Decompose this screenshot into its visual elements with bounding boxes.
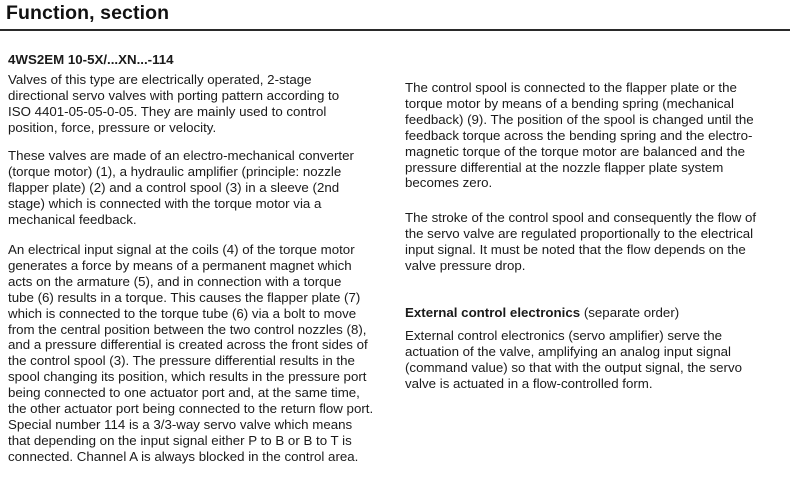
text-line: input signal. It must be noted that the flow depends on the <box>405 241 746 257</box>
intro-paragraph <box>8 72 339 136</box>
text-line: pressure differential at the nozzle flapper plate system <box>405 159 724 175</box>
text-line: Valves of this type are electrically operated, 2-stage <box>8 72 312 87</box>
electronics-heading <box>405 305 679 321</box>
text-line: from the central position between the two control nozzles (8), <box>8 321 367 337</box>
stroke-paragraph <box>405 210 756 274</box>
text-line: connected. Channel A is always blocked in the control area. <box>8 448 359 464</box>
valve-type-heading: 4WS2EM 10-5X/...XN...-114 <box>8 52 174 67</box>
feedback-paragraph <box>405 80 754 191</box>
text-line: which is connected to the torque tube (6) via a bolt to move <box>8 305 357 321</box>
text-line: feedback torque across the bending spring and the electro- <box>405 127 753 143</box>
text-line: the servo valve are regulated proportionally to the electrical <box>405 225 754 241</box>
text-line: The stroke of the control spool and consequently the flow of <box>405 210 757 225</box>
text-line: acts on the armature (5), and in connection with a torque <box>8 273 342 289</box>
text-line: that depending on the input signal either P to B or B to T is <box>8 432 352 448</box>
text-line: valve pressure drop. <box>405 257 526 273</box>
text-line: valve is actuated in a flow-controlled form. <box>405 375 653 391</box>
text-line: directional servo valves with porting pattern according to <box>8 87 340 103</box>
electronics-heading-note: (separate order) <box>580 305 680 320</box>
text-line: becomes zero. <box>405 175 493 191</box>
text-line: (torque motor) (1), a hydraulic amplifier (principle: nozzle <box>8 163 342 179</box>
text-line: the control spool (3). The pressure differential results in the <box>8 353 355 369</box>
text-line: magnetic torque of the torque motor are balanced and the <box>405 143 746 159</box>
electronics-heading-bold: External control electronics <box>405 305 581 320</box>
text-line: stage) which is connected with the torque motor via a <box>8 195 322 211</box>
title-divider <box>0 29 790 31</box>
text-line: and a pressure differential is created across the front sides of <box>8 337 368 353</box>
electronics-paragraph <box>405 328 742 392</box>
text-line: Special number 114 is a 3/3-way servo valve which means <box>8 416 353 432</box>
text-line: generates a force by means of a permanent magnet which <box>8 257 352 273</box>
text-line: ISO 4401-05-05-0-05. They are mainly used to control <box>8 103 327 119</box>
text-line: feedback) (9). The position of the spool is changed until the <box>405 111 754 127</box>
construction-paragraph <box>8 148 354 228</box>
text-line: An electrical input signal at the coils (4) of the torque motor <box>8 242 355 257</box>
text-line: position, force, pressure or velocity. <box>8 119 217 135</box>
operation-paragraph <box>8 242 373 465</box>
text-line: (command value) so that with the output signal, the servo <box>405 359 743 375</box>
text-line: flapper plate) (2) and a control spool (3) in a sleeve (2nd <box>8 179 340 195</box>
text-line: spool changing its position, which results in the pressure port <box>8 369 367 385</box>
text-line: These valves are made of an electro-mechanical converter <box>8 148 354 163</box>
text-line: actuation of the valve, amplifying an analog input signal <box>405 343 731 359</box>
text-line: torque motor by means of a bending spring (mechanical <box>405 95 734 111</box>
text-line: mechanical feedback. <box>8 211 137 227</box>
text-line: External control electronics (servo amplifier) serve the <box>405 328 723 343</box>
text-line: tube (6) results in a torque. This causes the flapper plate (7) <box>8 289 361 305</box>
text-line: the other actuator port being connected to the return flow port. <box>8 401 374 417</box>
text-line: The control spool is connected to the flapper plate or the <box>405 80 737 95</box>
page-title: Function, section <box>6 2 170 24</box>
text-line: being connected to one actuator port and, at the same time, <box>8 385 360 401</box>
